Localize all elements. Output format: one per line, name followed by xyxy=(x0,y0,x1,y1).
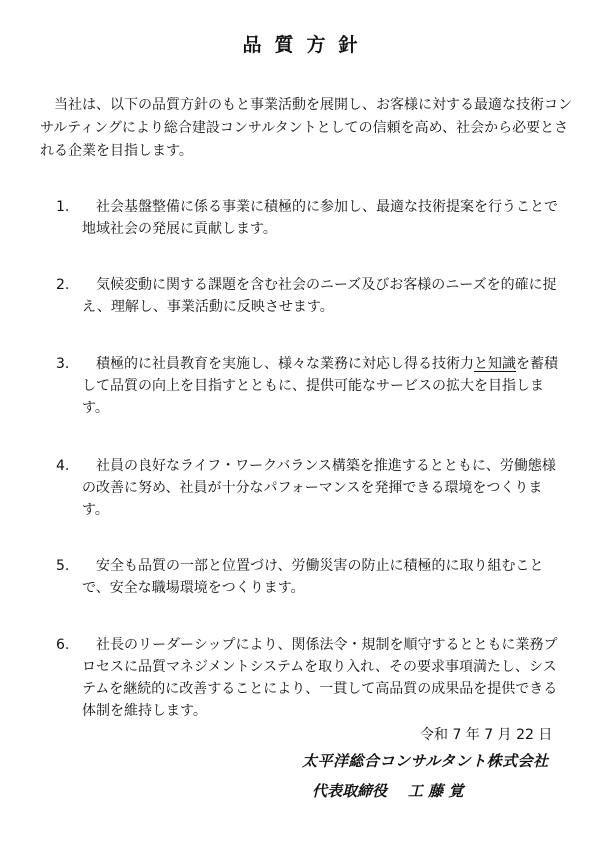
signer-title: 代表取締役 xyxy=(312,782,388,800)
item-text: 社長のリーダーシップにより、関係法令・規制を順守するとともに業務プロセスに品質マネジメントシステムを取り入れ、その要求事項満たし、システムを継続的に改善することにより、一貫して高品質の成果品を提供できる体制を維持します。 xyxy=(82,637,558,719)
page-title: 品質方針 xyxy=(242,34,371,56)
policy-item xyxy=(56,455,566,521)
policy-item xyxy=(56,196,566,240)
item-number: 3. xyxy=(56,356,70,372)
item-number: 2. xyxy=(56,277,70,293)
item-text: 安全も品質の一部と位置づけ、労働災害の防止に積極的に取り組むことで、安全な職場環境をつくります。 xyxy=(82,558,544,596)
item-text: 社員の良好なライフ・ワークバランス構築を推進するとともに、労働態様の改善に努め、社員が十分なパフォーマンスを発揮できる環境をつくります。 xyxy=(82,458,556,518)
underlined-text: と知識 xyxy=(474,356,516,372)
item-number: 6. xyxy=(56,637,70,653)
item-number: 5. xyxy=(56,558,70,574)
item-text-part: 積極的に社員教育を実施し、様々な業務に対応し得る技術力 xyxy=(96,356,474,372)
issue-date: 令和 7 年 7 月 22 日 xyxy=(420,727,553,743)
signer-name: 工 藤 覚 xyxy=(407,782,464,800)
item-text: 気候変動に関する課題を含む社会のニーズ及びお客様のニーズを的確に捉え、理解し、事業活動に反映させます。 xyxy=(82,277,557,315)
policy-item xyxy=(56,353,566,419)
item-text: 社会基盤整備に係る事業に積極的に参加し、最適な技術提案を行うことで地域社会の発展に貢献します。 xyxy=(82,199,558,237)
signer xyxy=(312,780,463,801)
item-text xyxy=(82,353,566,419)
policy-item xyxy=(56,555,566,599)
policy-item xyxy=(56,274,566,318)
item-number: 4. xyxy=(56,458,70,474)
company-name: 太平洋総合コンサルタント株式会社 xyxy=(302,752,549,770)
item-text-part: を蓄積して品質の向上を目指すとともに、提供可能なサービスの拡大を目指します。 xyxy=(82,356,558,416)
item-number: 1. xyxy=(56,199,70,215)
policy-item xyxy=(56,634,566,722)
intro-paragraph: 当社は、以下の品質方針のもと事業活動を展開し、お客様に対する最適な技術コンサルティングにより総合建設コンサルタントとしての信頼を高め、社会から必要とされる企業を目指します。 xyxy=(40,97,572,159)
